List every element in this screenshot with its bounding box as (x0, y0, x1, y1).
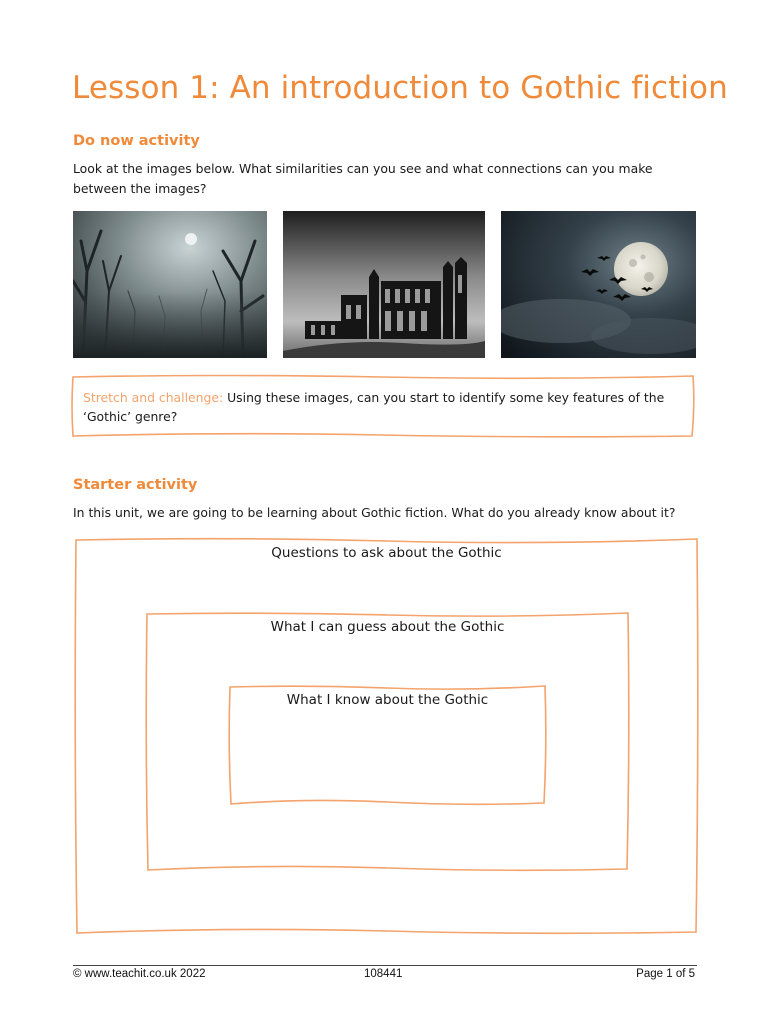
starter-heading: Starter activity (73, 477, 198, 493)
moon-bats-image (501, 211, 696, 358)
stretch-challenge-body: Using these images, can you start to identify some key features of the ‘Gothic’ genre? (83, 390, 665, 424)
foggy-forest-image (73, 211, 267, 358)
do-now-instructions: Look at the images below. What similarities can you see and what connections can you make between the images? (73, 161, 653, 196)
footer-divider (73, 965, 697, 966)
footer-page-number: Page 1 of 5 (636, 968, 695, 980)
footer-copyright: © www.teachit.co.uk 2022 (73, 968, 206, 980)
inner-box-label: What I know about the Gothic (286, 692, 489, 708)
outer-box-label: Questions to ask about the Gothic (271, 545, 502, 561)
starter-instructions: In this unit, we are going to be learning about Gothic fiction. What do you already know about it? (73, 505, 676, 520)
stretch-challenge-text (83, 388, 683, 426)
ruined-abbey-image (283, 211, 485, 358)
do-now-heading: Do now activity (73, 133, 200, 149)
footer-document-code: 108441 (364, 968, 403, 980)
middle-box-label: What I can guess about the Gothic (270, 619, 505, 635)
page-title: Lesson 1: An introduction to Gothic fiction (72, 70, 728, 106)
stretch-challenge-label: Stretch and challenge: (83, 390, 224, 405)
